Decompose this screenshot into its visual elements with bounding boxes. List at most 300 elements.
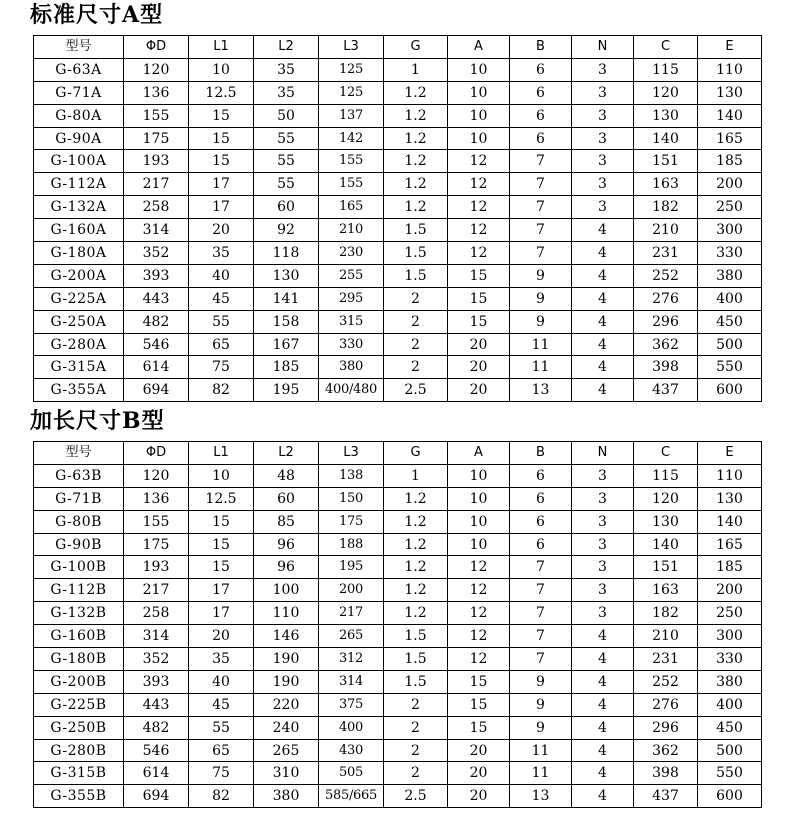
cell-l3: 200 <box>319 579 384 602</box>
cell-a: 10 <box>448 533 510 556</box>
cell-a: 20 <box>448 356 510 379</box>
cell-g: 1 <box>384 58 448 81</box>
column-header-c: C <box>634 442 698 465</box>
cell-a: 12 <box>448 579 510 602</box>
cell-n: 4 <box>572 356 634 379</box>
cell-l1: 15 <box>189 556 254 579</box>
cell-e: 200 <box>698 173 762 196</box>
cell-c: 115 <box>634 58 698 81</box>
cell-l3: 138 <box>319 464 384 487</box>
cell-model: G-355A <box>34 379 124 402</box>
table-row <box>34 219 762 242</box>
cell-g: 2 <box>384 310 448 333</box>
cell-c: 276 <box>634 287 698 310</box>
cell-a: 12 <box>448 625 510 648</box>
cell-b: 6 <box>510 510 572 533</box>
cell-diameter: 217 <box>124 579 189 602</box>
cell-b: 7 <box>510 242 572 265</box>
cell-diameter: 614 <box>124 762 189 785</box>
cell-n: 3 <box>572 579 634 602</box>
cell-b: 7 <box>510 648 572 671</box>
table-row <box>34 58 762 81</box>
table-row <box>34 150 762 173</box>
cell-n: 4 <box>572 287 634 310</box>
cell-diameter: 258 <box>124 196 189 219</box>
cell-l2: 118 <box>254 242 319 265</box>
cell-b: 6 <box>510 104 572 127</box>
cell-e: 380 <box>698 670 762 693</box>
cell-e: 550 <box>698 356 762 379</box>
cell-n: 4 <box>572 739 634 762</box>
cell-e: 140 <box>698 104 762 127</box>
cell-l2: 130 <box>254 264 319 287</box>
cell-l3: 175 <box>319 510 384 533</box>
table-header-row <box>34 442 762 465</box>
cell-diameter: 352 <box>124 242 189 265</box>
cell-a: 12 <box>448 196 510 219</box>
cell-e: 400 <box>698 693 762 716</box>
cell-l3: 210 <box>319 219 384 242</box>
cell-l3: 380 <box>319 356 384 379</box>
cell-l3: 188 <box>319 533 384 556</box>
table-row <box>34 242 762 265</box>
cell-l3: 375 <box>319 693 384 716</box>
cell-l1: 17 <box>189 173 254 196</box>
cell-g: 2.5 <box>384 785 448 808</box>
cell-g: 1 <box>384 464 448 487</box>
cell-l3: 400/480 <box>319 379 384 402</box>
cell-a: 20 <box>448 379 510 402</box>
cell-c: 252 <box>634 264 698 287</box>
cell-diameter: 175 <box>124 127 189 150</box>
cell-diameter: 482 <box>124 310 189 333</box>
cell-l1: 15 <box>189 127 254 150</box>
cell-l2: 48 <box>254 464 319 487</box>
cell-a: 12 <box>448 648 510 671</box>
table-row <box>34 310 762 333</box>
cell-diameter: 120 <box>124 464 189 487</box>
cell-model: G-225B <box>34 693 124 716</box>
cell-g: 2 <box>384 356 448 379</box>
cell-c: 151 <box>634 556 698 579</box>
table-row <box>34 602 762 625</box>
table-row <box>34 287 762 310</box>
cell-model: G-100B <box>34 556 124 579</box>
cell-b: 11 <box>510 739 572 762</box>
cell-l2: 141 <box>254 287 319 310</box>
cell-n: 4 <box>572 219 634 242</box>
cell-b: 11 <box>510 333 572 356</box>
cell-l1: 15 <box>189 150 254 173</box>
cell-a: 15 <box>448 693 510 716</box>
cell-c: 231 <box>634 648 698 671</box>
cell-model: G-250B <box>34 716 124 739</box>
cell-l2: 310 <box>254 762 319 785</box>
cell-g: 1.2 <box>384 487 448 510</box>
cell-l1: 10 <box>189 58 254 81</box>
table-row <box>34 356 762 379</box>
cell-l3: 295 <box>319 287 384 310</box>
cell-g: 1.2 <box>384 104 448 127</box>
cell-l2: 240 <box>254 716 319 739</box>
cell-l3: 430 <box>319 739 384 762</box>
cell-a: 10 <box>448 104 510 127</box>
cell-l1: 82 <box>189 785 254 808</box>
cell-diameter: 352 <box>124 648 189 671</box>
table-row <box>34 533 762 556</box>
cell-e: 600 <box>698 379 762 402</box>
cell-diameter: 546 <box>124 739 189 762</box>
cell-e: 330 <box>698 242 762 265</box>
cell-c: 398 <box>634 762 698 785</box>
cell-a: 12 <box>448 150 510 173</box>
cell-b: 9 <box>510 670 572 693</box>
cell-model: G-280A <box>34 333 124 356</box>
cell-n: 4 <box>572 762 634 785</box>
cell-l2: 380 <box>254 785 319 808</box>
cell-l1: 55 <box>189 716 254 739</box>
cell-n: 3 <box>572 464 634 487</box>
cell-e: 450 <box>698 310 762 333</box>
cell-g: 2 <box>384 762 448 785</box>
cell-diameter: 314 <box>124 219 189 242</box>
table-row <box>34 579 762 602</box>
table-row <box>34 556 762 579</box>
cell-n: 4 <box>572 785 634 808</box>
cell-l1: 65 <box>189 333 254 356</box>
cell-c: 231 <box>634 242 698 265</box>
cell-l3: 125 <box>319 81 384 104</box>
cell-model: G-80A <box>34 104 124 127</box>
cell-a: 20 <box>448 739 510 762</box>
cell-n: 3 <box>572 104 634 127</box>
cell-l2: 35 <box>254 58 319 81</box>
cell-model: G-160A <box>34 219 124 242</box>
cell-c: 163 <box>634 173 698 196</box>
cell-e: 600 <box>698 785 762 808</box>
column-header-l3: L3 <box>319 36 384 59</box>
cell-diameter: 443 <box>124 287 189 310</box>
table-row <box>34 625 762 648</box>
table-row <box>34 104 762 127</box>
cell-l3: 315 <box>319 310 384 333</box>
cell-l3: 265 <box>319 625 384 648</box>
cell-l1: 12.5 <box>189 487 254 510</box>
cell-model: G-80B <box>34 510 124 533</box>
cell-l1: 17 <box>189 196 254 219</box>
cell-b: 7 <box>510 196 572 219</box>
cell-diameter: 193 <box>124 556 189 579</box>
table-row <box>34 762 762 785</box>
cell-diameter: 694 <box>124 785 189 808</box>
column-header-e: E <box>698 442 762 465</box>
cell-e: 300 <box>698 625 762 648</box>
cell-b: 7 <box>510 219 572 242</box>
column-header-g: G <box>384 442 448 465</box>
cell-n: 4 <box>572 670 634 693</box>
table-row <box>34 333 762 356</box>
cell-l1: 40 <box>189 670 254 693</box>
cell-l1: 17 <box>189 602 254 625</box>
table-row <box>34 487 762 510</box>
cell-l2: 220 <box>254 693 319 716</box>
cell-g: 1.2 <box>384 81 448 104</box>
cell-a: 15 <box>448 310 510 333</box>
cell-l1: 45 <box>189 287 254 310</box>
cell-l1: 12.5 <box>189 81 254 104</box>
cell-c: 151 <box>634 150 698 173</box>
cell-c: 210 <box>634 625 698 648</box>
cell-l1: 45 <box>189 693 254 716</box>
column-header-model: 型号 <box>34 442 124 465</box>
cell-a: 10 <box>448 510 510 533</box>
cell-g: 2 <box>384 333 448 356</box>
cell-c: 210 <box>634 219 698 242</box>
cell-n: 4 <box>572 716 634 739</box>
cell-b: 11 <box>510 356 572 379</box>
cell-g: 1.2 <box>384 510 448 533</box>
cell-diameter: 258 <box>124 602 189 625</box>
cell-c: 296 <box>634 716 698 739</box>
cell-l1: 82 <box>189 379 254 402</box>
cell-c: 130 <box>634 510 698 533</box>
cell-l2: 190 <box>254 670 319 693</box>
cell-n: 3 <box>572 81 634 104</box>
cell-b: 6 <box>510 533 572 556</box>
column-header-l2: L2 <box>254 442 319 465</box>
table-row <box>34 510 762 533</box>
cell-e: 250 <box>698 602 762 625</box>
cell-e: 110 <box>698 58 762 81</box>
cell-model: G-90A <box>34 127 124 150</box>
cell-n: 4 <box>572 333 634 356</box>
cell-l3: 585/665 <box>319 785 384 808</box>
cell-n: 4 <box>572 693 634 716</box>
section-title-standard-a: 标准尺寸A型 <box>30 2 164 28</box>
column-header-n: N <box>572 36 634 59</box>
cell-g: 2 <box>384 693 448 716</box>
cell-diameter: 314 <box>124 625 189 648</box>
cell-a: 12 <box>448 219 510 242</box>
cell-b: 7 <box>510 173 572 196</box>
cell-c: 182 <box>634 602 698 625</box>
cell-l2: 50 <box>254 104 319 127</box>
cell-model: G-100A <box>34 150 124 173</box>
cell-l2: 96 <box>254 556 319 579</box>
cell-e: 380 <box>698 264 762 287</box>
cell-e: 300 <box>698 219 762 242</box>
cell-diameter: 393 <box>124 264 189 287</box>
cell-c: 130 <box>634 104 698 127</box>
cell-c: 437 <box>634 379 698 402</box>
cell-model: G-180B <box>34 648 124 671</box>
cell-l1: 55 <box>189 310 254 333</box>
cell-l2: 190 <box>254 648 319 671</box>
cell-diameter: 694 <box>124 379 189 402</box>
cell-model: G-132B <box>34 602 124 625</box>
cell-diameter: 393 <box>124 670 189 693</box>
cell-diameter: 136 <box>124 81 189 104</box>
column-header-n: N <box>572 442 634 465</box>
cell-b: 7 <box>510 602 572 625</box>
cell-a: 12 <box>448 556 510 579</box>
cell-b: 9 <box>510 264 572 287</box>
cell-l2: 60 <box>254 487 319 510</box>
cell-model: G-90B <box>34 533 124 556</box>
cell-l1: 15 <box>189 510 254 533</box>
cell-l2: 55 <box>254 127 319 150</box>
cell-g: 1.5 <box>384 219 448 242</box>
cell-l3: 400 <box>319 716 384 739</box>
cell-e: 140 <box>698 510 762 533</box>
cell-n: 4 <box>572 264 634 287</box>
column-header-model: 型号 <box>34 36 124 59</box>
cell-b: 7 <box>510 150 572 173</box>
cell-e: 550 <box>698 762 762 785</box>
cell-l1: 15 <box>189 104 254 127</box>
cell-l2: 195 <box>254 379 319 402</box>
cell-l3: 330 <box>319 333 384 356</box>
column-header-l1: L1 <box>189 442 254 465</box>
cell-b: 13 <box>510 785 572 808</box>
cell-g: 1.2 <box>384 556 448 579</box>
table-row <box>34 173 762 196</box>
cell-a: 12 <box>448 242 510 265</box>
section-title-extended-b: 加长尺寸B型 <box>30 408 165 434</box>
cell-l2: 265 <box>254 739 319 762</box>
cell-n: 3 <box>572 196 634 219</box>
cell-a: 20 <box>448 785 510 808</box>
cell-l1: 65 <box>189 739 254 762</box>
table-row <box>34 264 762 287</box>
cell-c: 252 <box>634 670 698 693</box>
cell-model: G-71B <box>34 487 124 510</box>
cell-e: 185 <box>698 556 762 579</box>
cell-b: 6 <box>510 127 572 150</box>
cell-b: 9 <box>510 693 572 716</box>
column-header-c: C <box>634 36 698 59</box>
cell-e: 130 <box>698 81 762 104</box>
cell-model: G-315A <box>34 356 124 379</box>
cell-l1: 20 <box>189 219 254 242</box>
cell-diameter: 136 <box>124 487 189 510</box>
cell-model: G-315B <box>34 762 124 785</box>
cell-model: G-112B <box>34 579 124 602</box>
cell-e: 185 <box>698 150 762 173</box>
cell-n: 3 <box>572 58 634 81</box>
cell-b: 9 <box>510 716 572 739</box>
cell-l2: 110 <box>254 602 319 625</box>
cell-l1: 10 <box>189 464 254 487</box>
table-header-row <box>34 36 762 59</box>
cell-b: 7 <box>510 579 572 602</box>
table-row <box>34 785 762 808</box>
cell-l3: 505 <box>319 762 384 785</box>
cell-l2: 185 <box>254 356 319 379</box>
cell-l3: 314 <box>319 670 384 693</box>
column-header-e: E <box>698 36 762 59</box>
cell-c: 296 <box>634 310 698 333</box>
cell-b: 6 <box>510 487 572 510</box>
cell-c: 140 <box>634 127 698 150</box>
cell-g: 2 <box>384 716 448 739</box>
cell-c: 120 <box>634 487 698 510</box>
cell-a: 10 <box>448 464 510 487</box>
cell-l1: 15 <box>189 533 254 556</box>
cell-e: 250 <box>698 196 762 219</box>
table-row <box>34 379 762 402</box>
cell-l2: 55 <box>254 173 319 196</box>
cell-g: 1.2 <box>384 173 448 196</box>
cell-c: 182 <box>634 196 698 219</box>
cell-l3: 125 <box>319 58 384 81</box>
cell-g: 1.2 <box>384 150 448 173</box>
cell-g: 1.2 <box>384 602 448 625</box>
cell-model: G-225A <box>34 287 124 310</box>
cell-model: G-63B <box>34 464 124 487</box>
cell-a: 12 <box>448 173 510 196</box>
cell-a: 20 <box>448 762 510 785</box>
cell-model: G-132A <box>34 196 124 219</box>
cell-model: G-200B <box>34 670 124 693</box>
cell-diameter: 443 <box>124 693 189 716</box>
cell-l1: 40 <box>189 264 254 287</box>
cell-n: 4 <box>572 379 634 402</box>
cell-a: 10 <box>448 58 510 81</box>
cell-l3: 155 <box>319 173 384 196</box>
table-row <box>34 81 762 104</box>
cell-n: 3 <box>572 173 634 196</box>
cell-a: 12 <box>448 602 510 625</box>
cell-n: 3 <box>572 127 634 150</box>
cell-n: 3 <box>572 487 634 510</box>
cell-l1: 20 <box>189 625 254 648</box>
cell-l3: 137 <box>319 104 384 127</box>
cell-n: 4 <box>572 242 634 265</box>
cell-l3: 165 <box>319 196 384 219</box>
column-header-g: G <box>384 36 448 59</box>
column-header-a: A <box>448 442 510 465</box>
cell-e: 500 <box>698 739 762 762</box>
cell-l2: 96 <box>254 533 319 556</box>
cell-l2: 167 <box>254 333 319 356</box>
cell-l3: 255 <box>319 264 384 287</box>
cell-model: G-112A <box>34 173 124 196</box>
cell-model: G-280B <box>34 739 124 762</box>
cell-diameter: 175 <box>124 533 189 556</box>
cell-g: 1.5 <box>384 648 448 671</box>
cell-g: 1.5 <box>384 242 448 265</box>
cell-c: 437 <box>634 785 698 808</box>
cell-n: 4 <box>572 310 634 333</box>
table-row <box>34 739 762 762</box>
cell-l1: 35 <box>189 648 254 671</box>
cell-diameter: 614 <box>124 356 189 379</box>
cell-g: 1.2 <box>384 533 448 556</box>
spec-table-extended-b <box>33 441 762 808</box>
column-header-l3: L3 <box>319 442 384 465</box>
cell-l3: 155 <box>319 150 384 173</box>
cell-b: 7 <box>510 625 572 648</box>
cell-a: 15 <box>448 670 510 693</box>
table-row <box>34 196 762 219</box>
cell-a: 10 <box>448 487 510 510</box>
cell-model: G-200A <box>34 264 124 287</box>
cell-model: G-160B <box>34 625 124 648</box>
cell-g: 1.2 <box>384 196 448 219</box>
cell-l2: 60 <box>254 196 319 219</box>
cell-a: 15 <box>448 287 510 310</box>
